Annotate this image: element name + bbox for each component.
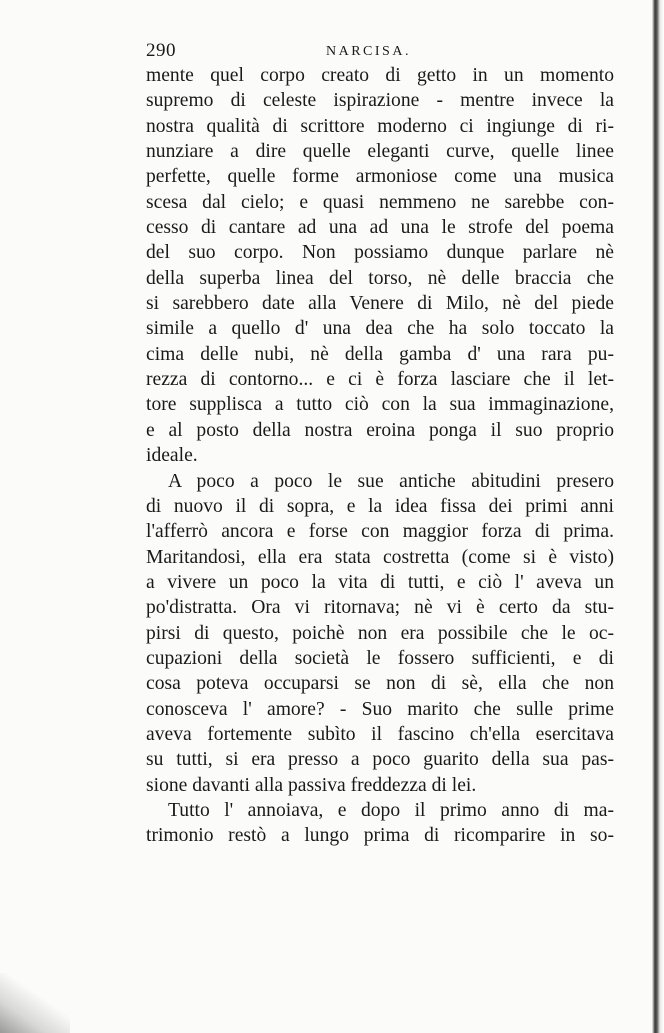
text-line: supremo di celeste ispirazione - mentre invece la	[146, 90, 614, 112]
text-line: nostra qualità di scrittore moderno ci ingiunge di ri-	[146, 115, 614, 137]
text-line: a vivere un poco la vita di tutti, e ciò l' aveva un	[146, 571, 614, 593]
running-title: NARCISA.	[326, 44, 411, 59]
text-line: perfette, quelle forme armoniose come una musica	[146, 166, 614, 188]
body-text	[146, 63, 614, 849]
text-line: scesa dal cielo; e quasi nemmeno ne sarebbe con-	[146, 191, 614, 213]
text-line: l'afferrò ancora e forse con maggior forza di prima.	[146, 521, 614, 543]
text-line: cupazioni della società le fossero sufficienti, e di	[146, 647, 614, 669]
corner-shadow	[0, 973, 70, 1033]
text-line: della superba linea del torso, nè delle braccia che	[146, 267, 614, 289]
text-line: trimonio restò a lungo prima di ricomparire in so-	[146, 825, 614, 847]
text-line: cima delle nubi, nè della gamba d' una rara pu-	[146, 343, 614, 365]
text-line: del suo corpo. Non possiamo dunque parlare nè	[146, 242, 614, 264]
page-number: 290	[146, 40, 176, 61]
text-line: su tutti, si era presso a poco guarito della sua pas-	[146, 749, 614, 771]
paragraph-2	[146, 469, 614, 798]
text-line: po'distratta. Ora vi ritornava; nè vi è certo da stu-	[146, 597, 614, 619]
text-line: sione davanti alla passiva freddezza di lei.	[146, 774, 477, 796]
text-line: conosceva l' amore? - Suo marito che sulle prime	[146, 698, 614, 720]
text-line: tore supplisca a tutto ciò con la sua immaginazione,	[146, 394, 614, 416]
page-edge	[652, 0, 664, 1033]
text-line: cosa poteva occuparsi se non di sè, ella che non	[146, 673, 614, 695]
text-line: e al posto della nostra eroina ponga il suo proprio	[146, 419, 614, 441]
paragraph-3	[146, 798, 614, 849]
text-line: cesso di cantare ad una ad una le strofe del poema	[146, 217, 614, 239]
text-line: Maritandosi, ella era stata costretta (come si è visto)	[146, 546, 614, 568]
text-line: A poco a poco le sue antiche abitudini presero	[168, 470, 614, 492]
text-line: nunziare a dire quelle eleganti curve, quelle linee	[146, 141, 614, 163]
text-line: pirsi di questo, poichè non era possibile che le oc-	[146, 622, 614, 644]
text-line: aveva fortemente subìto il fascino ch'ella esercitava	[146, 723, 614, 745]
text-line: si sarebbero date alla Venere di Milo, nè del piede	[146, 293, 614, 315]
text-line: mente quel corpo creato di getto in un momento	[146, 65, 614, 86]
text-line: simile a quello d' una dea che ha solo toccato la	[146, 318, 614, 340]
paragraph-1	[146, 63, 614, 469]
text-line: Tutto l' annoiava, e dopo il primo anno di ma-	[168, 799, 614, 821]
text-line: di nuovo il di sopra, e la idea fissa dei primi anni	[146, 495, 614, 517]
text-line: rezza di contorno... e ci è forza lasciare che il let-	[146, 369, 614, 391]
text-line: ideale.	[146, 445, 198, 467]
